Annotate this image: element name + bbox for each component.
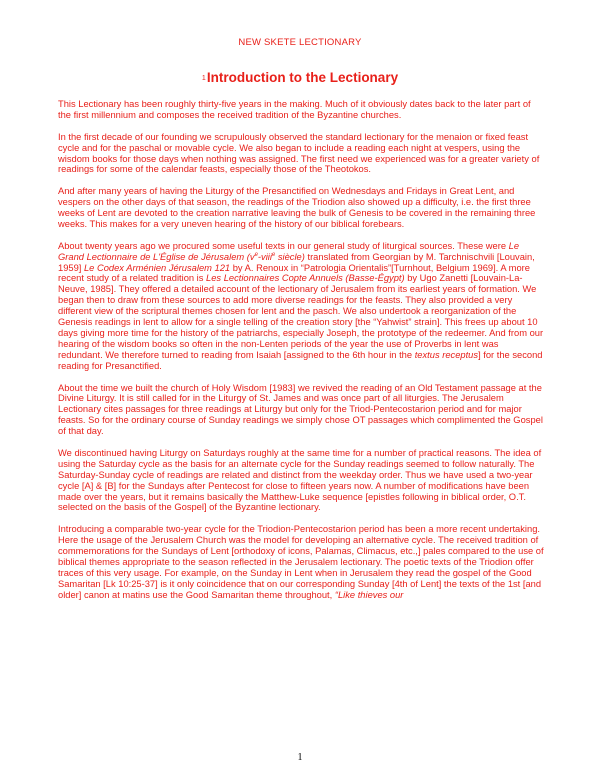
body-text	[58, 99, 544, 611]
p4-text-4: by Ugo Zanetti [Louvain-La-Neuve, 1985]. They offered a detailed account of the lectionary of Jerusalem from its earliest years of formation. We began then to draw from these sources to add more diverse readings for the feasts. They also provided a very different view of the scriptural themes chosen for lent and the pasch. We also undertook a reorganization of the Genesis readings in lent to allow for a single telling of the creation story [the “Yahwist” strain]. This frees up about 10 days giving more time for the history of the patriarchs, especially Joseph, the prototype of the redeemer. And from our hearing of the wisdom books so often in the non-Lenten periods of the year the use of Proverbs in lent was redundant. We therefore turned to reading from Isaiah [assigned to the 6th hour in the	[58, 273, 544, 360]
paragraph-4	[58, 241, 544, 372]
p4-cite-1a: Le Grand Lectionnaire de L'Église de Jérusalem (v	[58, 240, 520, 262]
paragraph-6: We discontinued having Liturgy on Saturdays roughly at the same time for a number of practical reasons. The idea of using the Saturday cycle as the basis for an alternate cycle for the Sunday readings seemed to follow naturally. The Saturday-Sunday cycle of readings are related and distinct from the weekday order. Thus we have used a two-year cycle [A] & [B] for the Sundays after Pentecost for close to fifteen years now. A number of modifications have been made over the years, but it remains basically the Matthew-Luke sequence [epistles following in biblical order, O.T. selected on the basis of the Gospel] of the Byzantine lectionary.	[58, 447, 542, 513]
p4-cite-sup-1: e	[254, 251, 258, 258]
p4-text-5: ] for the second reading for Presanctified.	[58, 349, 543, 371]
p4-cite-sup-2: e	[271, 251, 276, 258]
p4-cite-1c: siècle)	[275, 251, 305, 262]
paragraph-5: About the time we built the church of Holy Wisdom [1983] we revived the reading of an Old Testament passage at the Divine Liturgy. It is still called for in the Liturgy of St. James and was once part of all liturgies. The Jerusalem Lectionary cites passages for three readings at Liturgy but only for the Triod-Pentecostarion period and for major feasts. So for the ordinary course of Sunday readings we simply chose OT passages which complimented the Gospel of that day.	[58, 382, 543, 437]
page-number: 1	[297, 752, 303, 763]
paragraph-2: In the first decade of our founding we scrupulously observed the standard lectionary for the menaion or fixed feast cycle and for the paschal or movable cycle. We also began to include a reading each night at vespers, using the wisdom books for those days when nothing was assigned. The first need we experienced was for a greater variety of readings for some of the calendar feasts, especially those of the Theotokos.	[58, 131, 540, 175]
paragraph-1: This Lectionary has been roughly thirty-five years in the making. Much of it obviously dates back to the later part of the first millennium and composes the received tradition of the Byzantine churches.	[58, 99, 531, 120]
p4-citation-2: Le Codex Arménien Jérusalem 121	[83, 262, 231, 273]
p7-text-1: Introducing a comparable two-year cycle for the Triodion-Pentecostarion period has been a more recent undertaking. Here the usage of the Jerusalem Church was the model for developing an alternative cycle. The received tradition of commemorations for the Sundays of Lent [orthodoxy of icons, Palamas, Climacus, etc.,] pales compared to the use of biblical themes appropriate to the season reflected in the Jerusalem lectionary. The poetic texts of the Triodion offer traces of this very usage. For example, on the Sunday in Lent when in Jerusalem they read the gospel of the Good Samaritan [Lk 10:25-37] is it only coincidence that on our corresponding Sunday [4th of Lent] the texts of the 1st [and older] canon at matins use the Good Samaritan theme throughout,	[58, 524, 544, 600]
p4-cite-1b: -viii	[257, 251, 272, 262]
paragraph-3: And after many years of having the Liturgy of the Presanctified on Wednesdays and Fridays in Great Lent, and vespers on the other days of that season, the readings of the Triodion also showed up a difficulty, i.e. the first three weeks of Lent are devoted to the creation narrative leaving the bulk of Genesis to be covered in the remaining three weeks. This makes for a very uneven hearing of the history of our biblical forebears.	[58, 186, 536, 229]
p4-citation-4: textus receptus	[414, 349, 479, 360]
page-title	[0, 70, 600, 85]
paragraph-7	[58, 524, 544, 600]
title-text: Introduction to the Lectionary	[206, 70, 399, 85]
running-header: NEW SKETE LECTIONARY	[238, 37, 362, 48]
p4-text-3: by A. Renoux in “Patrologia Orientalis”[Turnhout, Belgium 1969]. A more recent study of a related tradition is	[58, 262, 530, 284]
p7-quote: “Like thieves our	[334, 589, 404, 600]
p4-text-2: translated from Georgian by M. Tarchnischvili [Louvain, 1959]	[58, 251, 535, 273]
p4-text-1: About twenty years ago we procured some useful texts in our general study of liturgical sources. These were	[58, 240, 509, 251]
p4-citation-3: Les Lectionnaires Copte Annuels (Basse-Égypt)	[206, 273, 405, 284]
footnote-marker: 1	[201, 75, 206, 82]
